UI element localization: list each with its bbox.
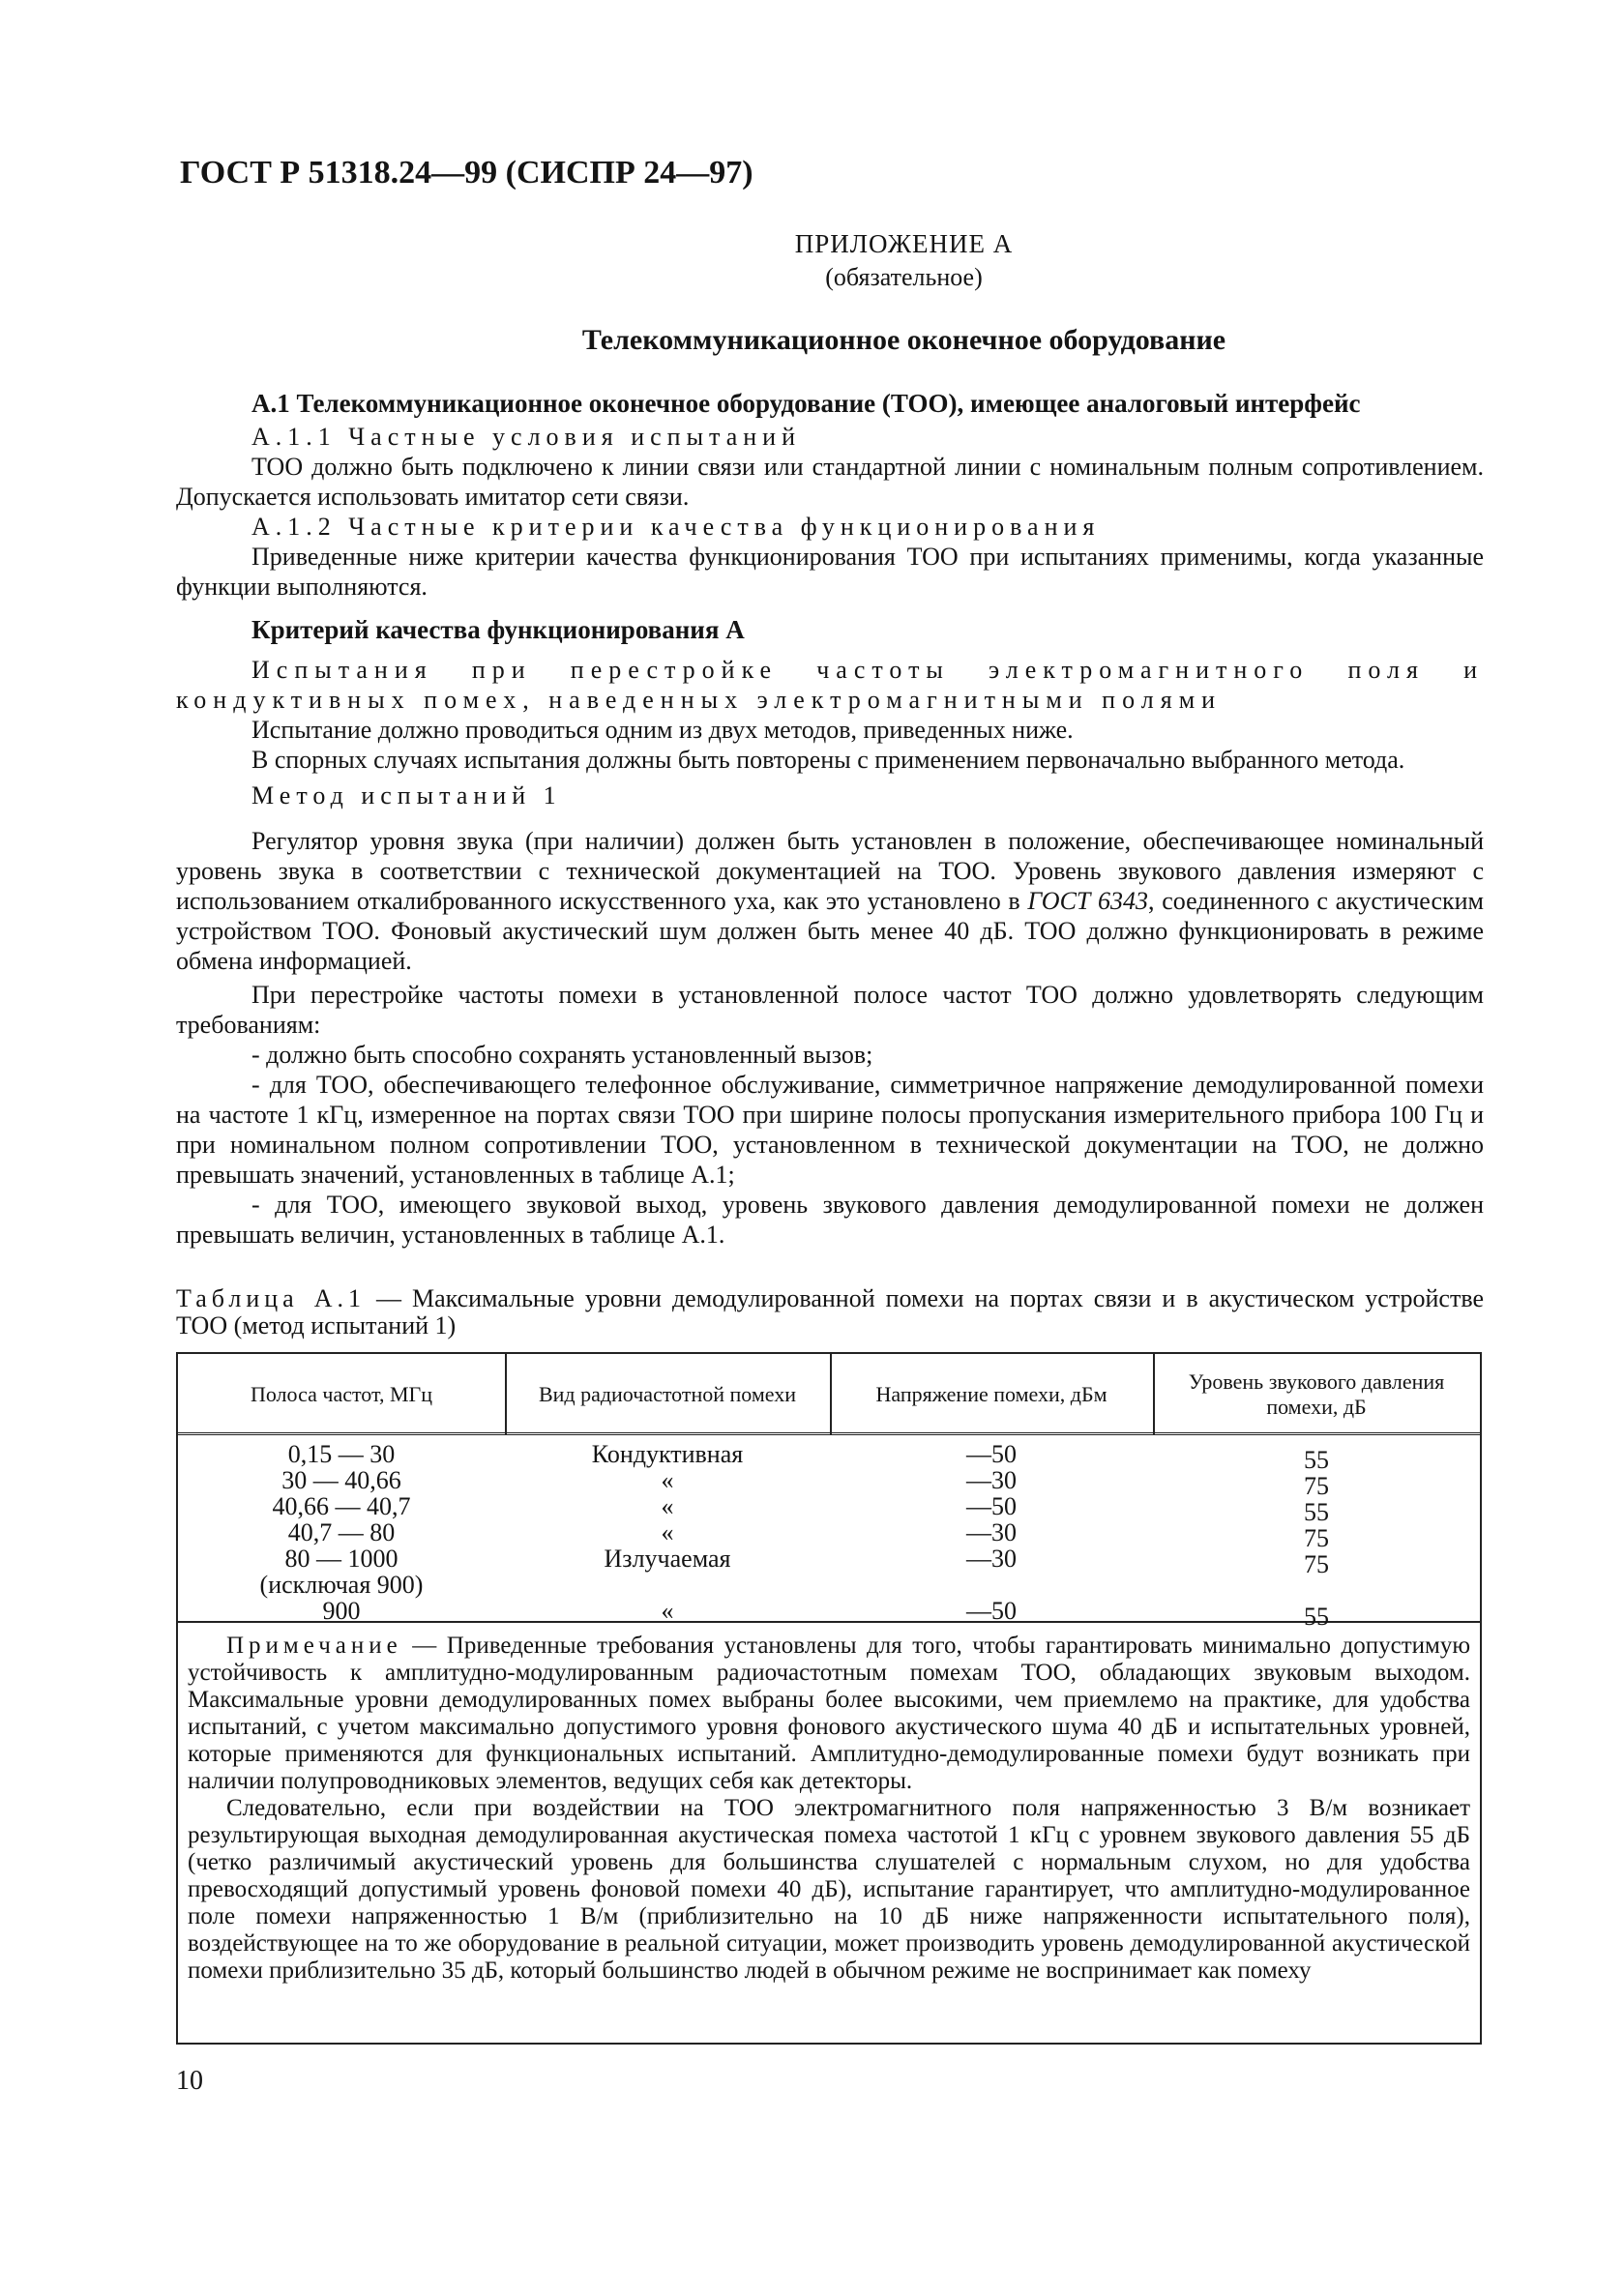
table-note: [188, 1633, 1470, 1985]
table-caption: Таблица А.1 — Максимальные уровни демодулированной помехи на портах связи и в акустическом устройстве ТОО (метод испытаний 1): [176, 1284, 1484, 1339]
table-cell: 55: [1304, 1498, 1329, 1526]
column-sound-pressure: [1153, 1447, 1480, 1630]
table-cell: 900: [322, 1597, 361, 1625]
method-title: Метод испытаний 1: [251, 781, 562, 809]
table-cell: «: [661, 1492, 674, 1520]
table-cell: [505, 1572, 830, 1598]
table-cell: (исключая 900): [259, 1571, 424, 1599]
paragraph: При перестройке частоты помехи в установленной полосе частот ТОО должно удовлетворять следующим требованиям:: [176, 981, 1484, 1039]
note-paragraph: Примечание — Приведенные требования установлены для того, чтобы гарантировать минимально допустимую устойчивость к амплитудно-модулированным радиочастотным помехам ТОО, обладающих звуковым выходом. Максимальные уровни демодулированных помех выбраны более высокими, чем приемлемо на практике, для удобства испытаний, с учетом максимально допустимого уровня фонового акустического шума 40 дБ и испытательных уровней, которые применяются для функциональных испытаний. Амплитудно-демодулированные помехи будут возникать при наличии полупроводниковых элементов, ведущих себя как детекторы.: [188, 1633, 1470, 1794]
list-item: - для ТОО, обеспечивающего телефонное обслуживание, симметричное напряжение демодулированной помехи на частоте 1 кГц, измеренное на портах связи ТОО при ширине полосы пропускания измерительного прибора 100 Гц и при номинальном полном сопротивлении ТОО, установленном в технической документации на ТОО, не должно превышать значений, установленных в таблице А.1;: [176, 1071, 1484, 1189]
table-cell: 75: [1304, 1550, 1329, 1578]
table-cell: 40,7 — 80: [287, 1518, 396, 1546]
column-divider: [505, 1354, 507, 1435]
note-paragraph: Следовательно, если при воздействии на ТОО электромагнитного поля напряженностью 3 В/м возникает результирующая выходная демодулированная акустическая помеха частотой 1 кГц с уровнем звукового давления 55 дБ (четко различимый акустический уровень для большинства слушателей с нормальным слухом, но для удобства превосходящий допустимый уровень фоновой помехи 40 дБ), испытание гарантирует, что амплитудно-модулированное поле помехи напряженностью 1 В/м (приблизительно на 10 дБ ниже напряженности испытательного поля), воздействующее на то же оборудование в реальной ситуации, может производить уровень демодулированной акустической помехи приблизительно 35 дБ, который большинство людей в обычном режиме не воспринимает как помеху: [188, 1795, 1470, 1984]
section-a1: [176, 389, 1484, 1250]
table-cell: «: [661, 1518, 674, 1546]
column-header: Напряжение помехи, дБм: [875, 1382, 1107, 1406]
document-header: ГОСТ Р 51318.24—99 (СИСПР 24—97): [180, 155, 753, 191]
table-header-row: [178, 1354, 1480, 1435]
table-cell: [830, 1572, 1153, 1598]
column-header: Полоса частот, МГц: [250, 1382, 433, 1406]
section-heading: А.1 Телекоммуникационное оконечное оборудование (ТОО), имеющее аналоговый интерфейс: [251, 389, 1361, 418]
table-cell: Кондуктивная: [591, 1440, 744, 1468]
table-cell: 0,15 — 30: [287, 1440, 396, 1468]
table-body: [178, 1435, 1480, 1631]
table-cell: «: [661, 1466, 674, 1494]
list-item: - должно быть способно сохранять установленный вызов;: [251, 1041, 873, 1069]
column-voltage: [830, 1441, 1153, 1624]
table-cell: —50: [966, 1492, 1017, 1520]
table-cell: —30: [966, 1518, 1017, 1546]
criterion-heading: Критерий качества функционирования А: [251, 615, 745, 644]
table-cell: [1153, 1577, 1480, 1604]
paragraph: В спорных случаях испытания должны быть повторены с применением первоначально выбранного метода.: [251, 746, 1405, 774]
table-cell: 30 — 40,66: [281, 1466, 401, 1494]
table-a1: [176, 1352, 1482, 2045]
table-cell: —50: [966, 1597, 1017, 1625]
appendix-heading: Телекоммуникационное оконечное оборудование: [581, 324, 1226, 356]
subsection-title: А.1.1 Частные условия испытаний: [251, 423, 802, 451]
list-item: - для ТОО, имеющего звуковой выход, уровень звукового давления демодулированной помехи не должен превышать величин, установленных в таблице А.1.: [176, 1191, 1484, 1249]
paragraph: Испытание должно проводиться одним из двух методов, приведенных ниже.: [251, 716, 1074, 744]
table-cell: 55: [1304, 1446, 1329, 1474]
table-cell: Излучаемая: [604, 1545, 731, 1573]
table-cell: «: [661, 1597, 674, 1625]
test-type: Испытания при перестройке частоты электромагнитного поля и кондуктивных помех, наведенных электромагнитными полями: [176, 656, 1484, 714]
subsection-title: А.1.2 Частные критерии качества функционирования: [251, 513, 1101, 541]
table-cell: 75: [1304, 1472, 1329, 1500]
column-divider: [830, 1354, 832, 1435]
paragraph: Приведенные ниже критерии качества функционирования ТОО при испытаниях применимы, когда указанные функции выполняются.: [176, 543, 1484, 601]
standard-reference: ГОСТ 6343: [1027, 887, 1149, 915]
paragraph: Регулятор уровня звука (при наличии) должен быть установлен в положение, обеспечивающее номинальный уровень звука в соответствии с технической документацией на ТОО. Уровень звукового давления измеряют с использованием откалиброванного искусственного уха, как это установлено в ГОСТ 6343, соединенного с акустическим устройством ТОО. Фоновый акустический шум должен быть менее 40 дБ. ТОО должно функционировать в режиме обмена информацией.: [176, 827, 1485, 975]
column-interference-type: [505, 1441, 830, 1624]
table-cell: 75: [1304, 1524, 1329, 1552]
column-frequency: [178, 1441, 505, 1624]
page-number: 10: [176, 2066, 203, 2096]
column-header: Вид радиочастотной помехи: [538, 1382, 797, 1406]
column-divider: [1153, 1354, 1155, 1435]
column-header: Уровень звукового давления помехи, дБ: [1188, 1369, 1445, 1419]
paragraph: ТОО должно быть подключено к линии связи или стандартной линии с номинальным полным сопротивлением. Допускается использовать имитатор сети связи.: [176, 453, 1484, 511]
table-cell: —50: [966, 1440, 1017, 1468]
table-cell: 80 — 1000: [284, 1545, 399, 1573]
appendix-title: ПРИЛОЖЕНИЕ А: [794, 229, 1014, 258]
appendix-status: (обязательное): [825, 263, 983, 291]
table-cell: 55: [1304, 1603, 1329, 1631]
table-cell: —30: [966, 1545, 1017, 1573]
table-cell: —30: [966, 1466, 1017, 1494]
table-cell: 40,66 — 40,7: [272, 1492, 411, 1520]
